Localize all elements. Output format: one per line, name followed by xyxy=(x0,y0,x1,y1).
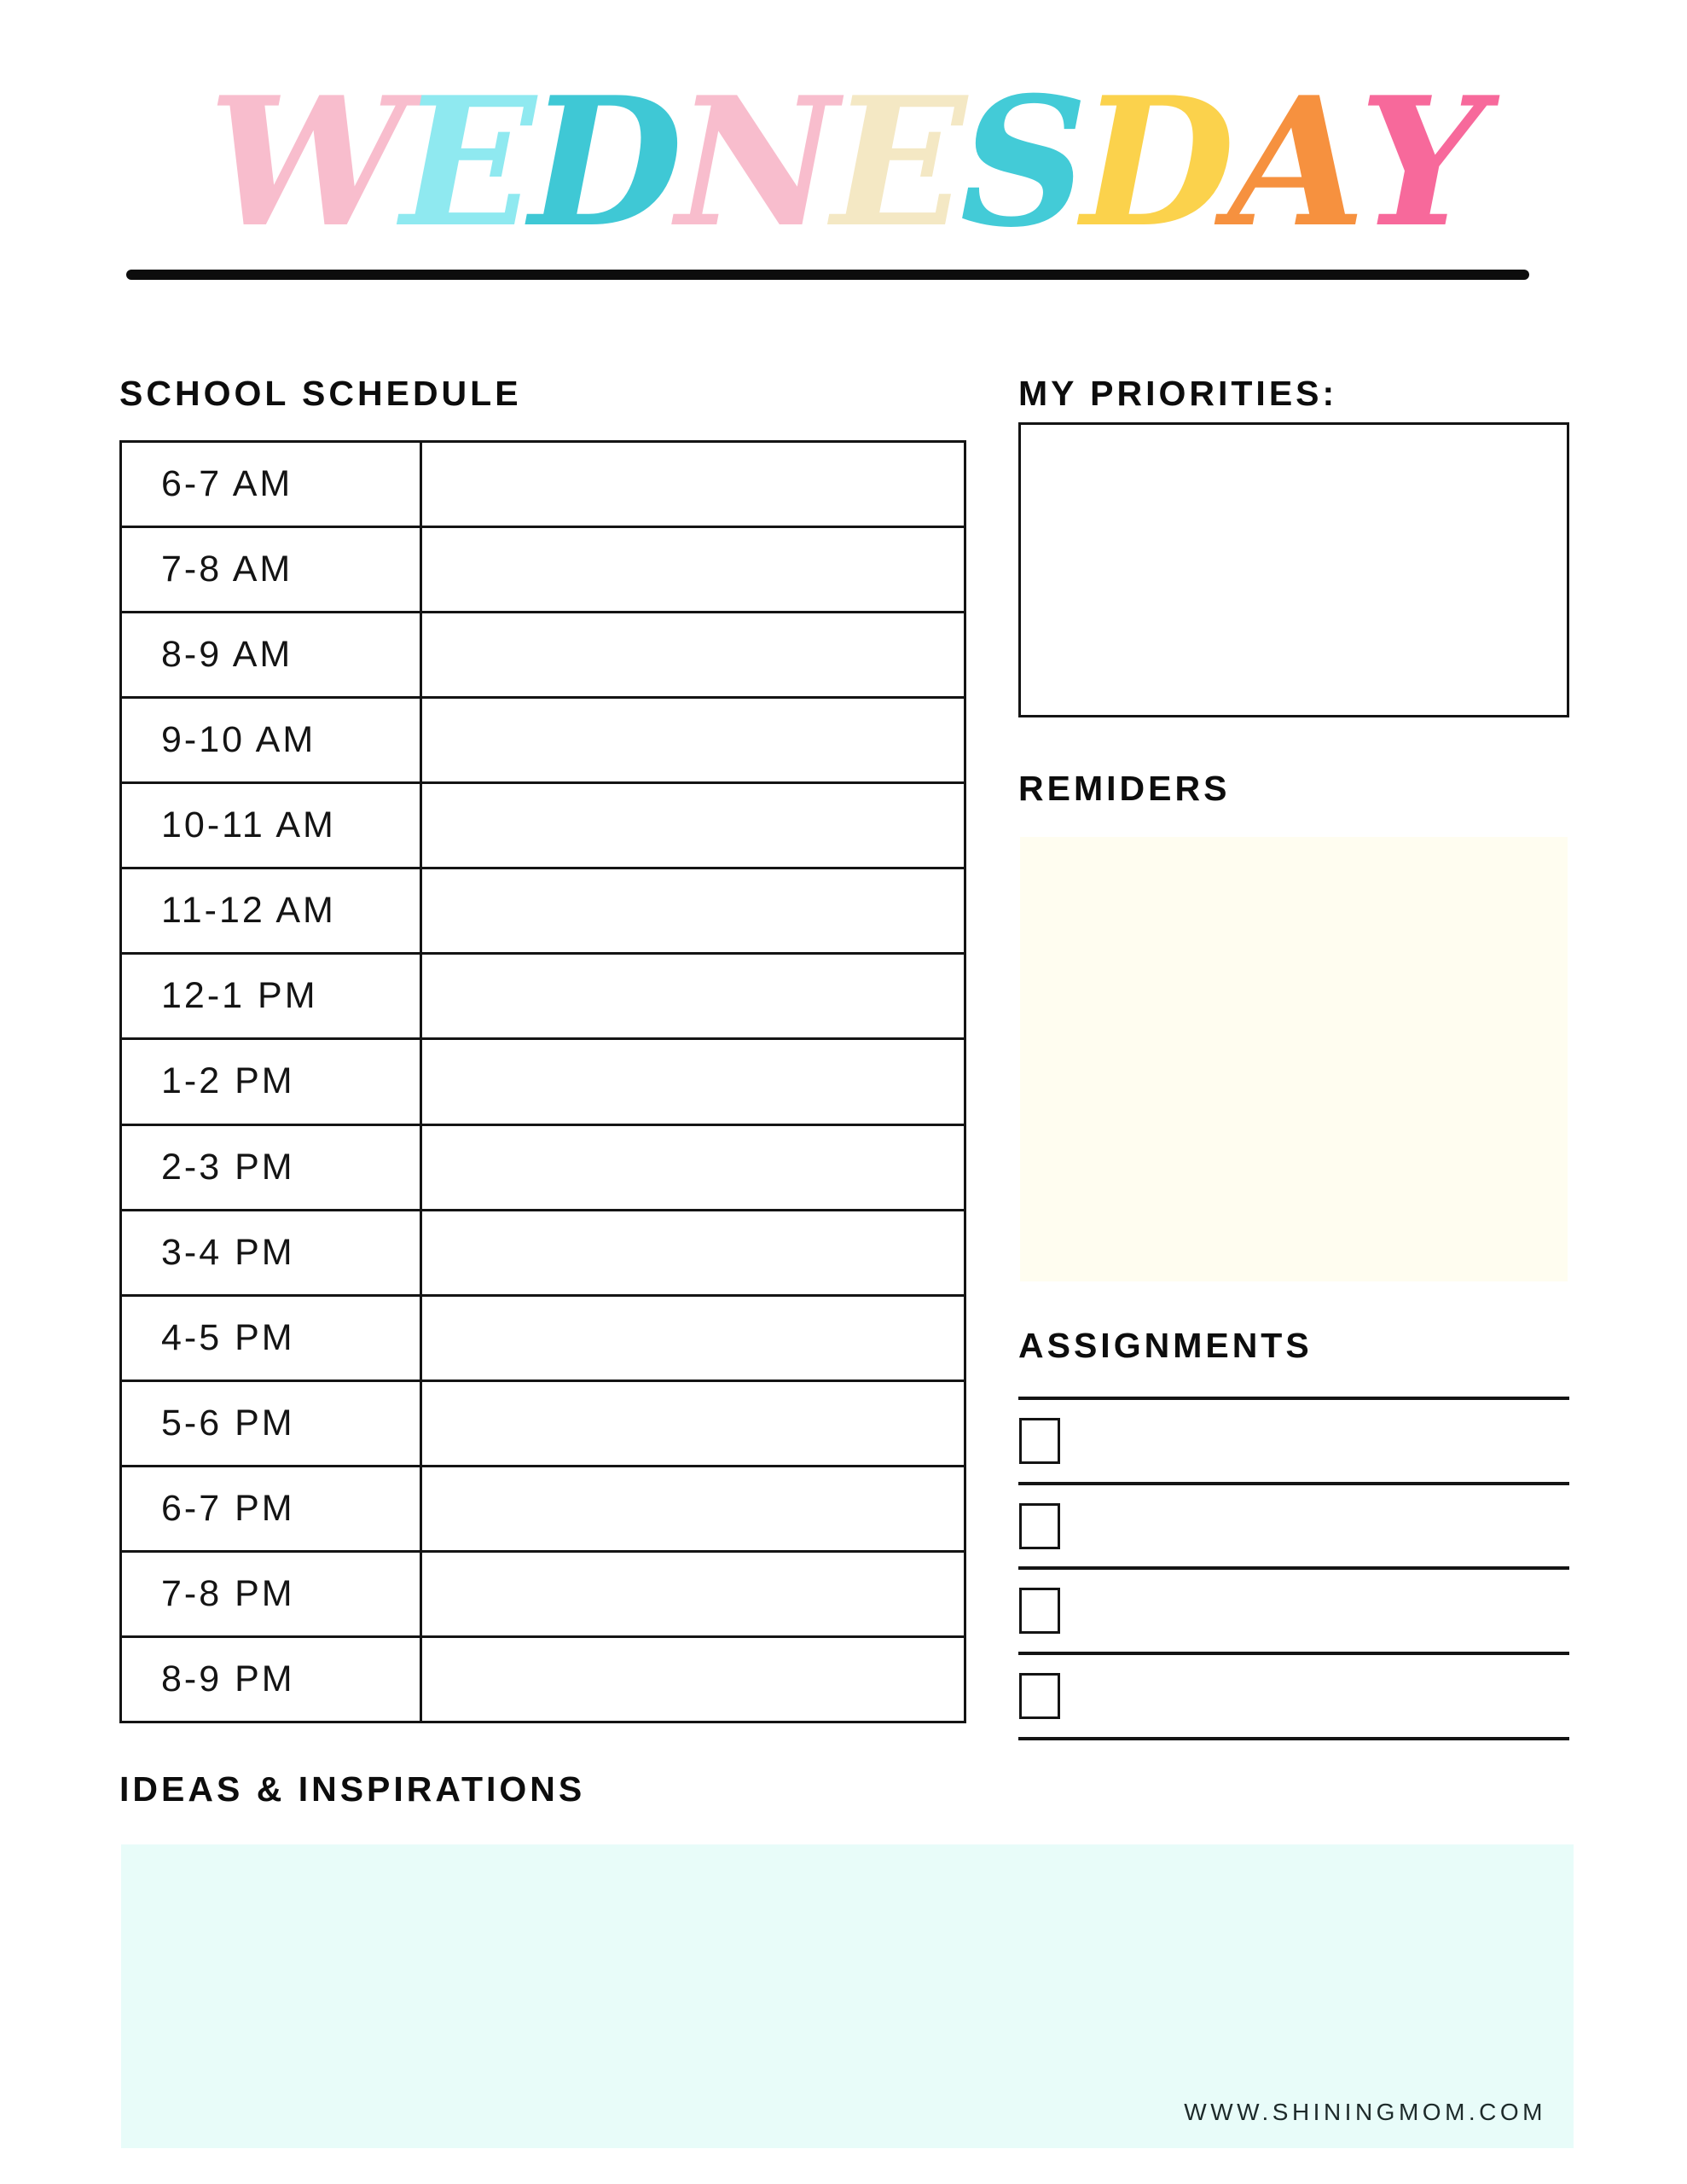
schedule-entry-cell[interactable] xyxy=(422,699,964,781)
schedule-entry-cell[interactable] xyxy=(422,955,964,1037)
schedule-entry-cell[interactable] xyxy=(422,1126,964,1209)
schedule-time-label: 6-7 AM xyxy=(122,443,422,526)
priorities-heading: MY PRIORITIES: xyxy=(1018,374,1338,413)
schedule-row xyxy=(122,1040,964,1125)
title-letter-e: E xyxy=(831,59,960,267)
schedule-row xyxy=(122,1126,964,1211)
schedule-row xyxy=(122,784,964,869)
schedule-entry-cell[interactable] xyxy=(422,869,964,952)
title-letter-n: N xyxy=(675,59,832,267)
assignment-checkbox[interactable] xyxy=(1019,1673,1060,1719)
schedule-time-label: 5-6 PM xyxy=(122,1382,422,1465)
schedule-row xyxy=(122,1467,964,1553)
schedule-time-label: 6-7 PM xyxy=(122,1467,422,1550)
title-letter-e: E xyxy=(400,59,530,267)
assignment-row xyxy=(1018,1485,1569,1571)
title-letter-y: Y xyxy=(1359,59,1479,267)
schedule-entry-cell[interactable] xyxy=(422,443,964,526)
schedule-entry-cell[interactable] xyxy=(422,1211,964,1294)
schedule-row xyxy=(122,699,964,784)
schedule-time-label: 8-9 AM xyxy=(122,613,422,696)
page-title xyxy=(0,59,1687,267)
reminders-heading: REMIDERS xyxy=(1018,769,1231,808)
priorities-box[interactable] xyxy=(1018,422,1569,717)
schedule-time-label: 4-5 PM xyxy=(122,1297,422,1380)
divider-rule xyxy=(126,270,1529,280)
schedule-time-label: 12-1 PM xyxy=(122,955,422,1037)
schedule-row xyxy=(122,1211,964,1297)
schedule-entry-cell[interactable] xyxy=(422,1553,964,1635)
assignment-checkbox[interactable] xyxy=(1019,1503,1060,1549)
schedule-time-label: 1-2 PM xyxy=(122,1040,422,1123)
title-letter-d: D xyxy=(1081,59,1228,267)
reminders-box[interactable] xyxy=(1020,837,1568,1281)
schedule-entry-cell[interactable] xyxy=(422,1382,964,1465)
schedule-entry-cell[interactable] xyxy=(422,1467,964,1550)
schedule-entry-cell[interactable] xyxy=(422,1297,964,1380)
schedule-time-label: 8-9 PM xyxy=(122,1638,422,1721)
schedule-time-label: 10-11 AM xyxy=(122,784,422,867)
schedule-row xyxy=(122,869,964,955)
schedule-time-label: 7-8 AM xyxy=(122,528,422,611)
schedule-time-label: 3-4 PM xyxy=(122,1211,422,1294)
schedule-entry-cell[interactable] xyxy=(422,784,964,867)
title-letter-d: D xyxy=(529,59,676,267)
schedule-row xyxy=(122,1638,964,1721)
schedule-row xyxy=(122,1382,964,1467)
assignments-list xyxy=(1018,1397,1569,1740)
schedule-row xyxy=(122,1297,964,1382)
school-schedule-table xyxy=(119,440,966,1723)
schedule-row xyxy=(122,1553,964,1638)
schedule-row xyxy=(122,443,964,528)
schedule-entry-cell[interactable] xyxy=(422,1040,964,1123)
schedule-entry-cell[interactable] xyxy=(422,528,964,611)
assignment-row xyxy=(1018,1655,1569,1740)
schedule-time-label: 9-10 AM xyxy=(122,699,422,781)
schedule-row xyxy=(122,528,964,613)
assignments-heading: ASSIGNMENTS xyxy=(1018,1326,1313,1365)
title-letter-a: A xyxy=(1227,59,1359,267)
schedule-row xyxy=(122,955,964,1040)
school-schedule-heading: SCHOOL SCHEDULE xyxy=(119,374,522,413)
schedule-row xyxy=(122,613,964,699)
ideas-heading: IDEAS & INSPIRATIONS xyxy=(119,1769,586,1809)
schedule-entry-cell[interactable] xyxy=(422,1638,964,1721)
title-letter-s: S xyxy=(959,59,1081,267)
assignment-checkbox[interactable] xyxy=(1019,1588,1060,1634)
schedule-time-label: 7-8 PM xyxy=(122,1553,422,1635)
title-letter-w: W xyxy=(208,59,401,267)
website-footer: WWW.SHININGMOM.COM xyxy=(1184,2099,1546,2125)
schedule-time-label: 11-12 AM xyxy=(122,869,422,952)
schedule-time-label: 2-3 PM xyxy=(122,1126,422,1209)
assignment-row xyxy=(1018,1400,1569,1485)
ideas-box[interactable] xyxy=(121,1844,1574,2148)
schedule-entry-cell[interactable] xyxy=(422,613,964,696)
assignment-row xyxy=(1018,1570,1569,1655)
assignment-checkbox[interactable] xyxy=(1019,1418,1060,1464)
